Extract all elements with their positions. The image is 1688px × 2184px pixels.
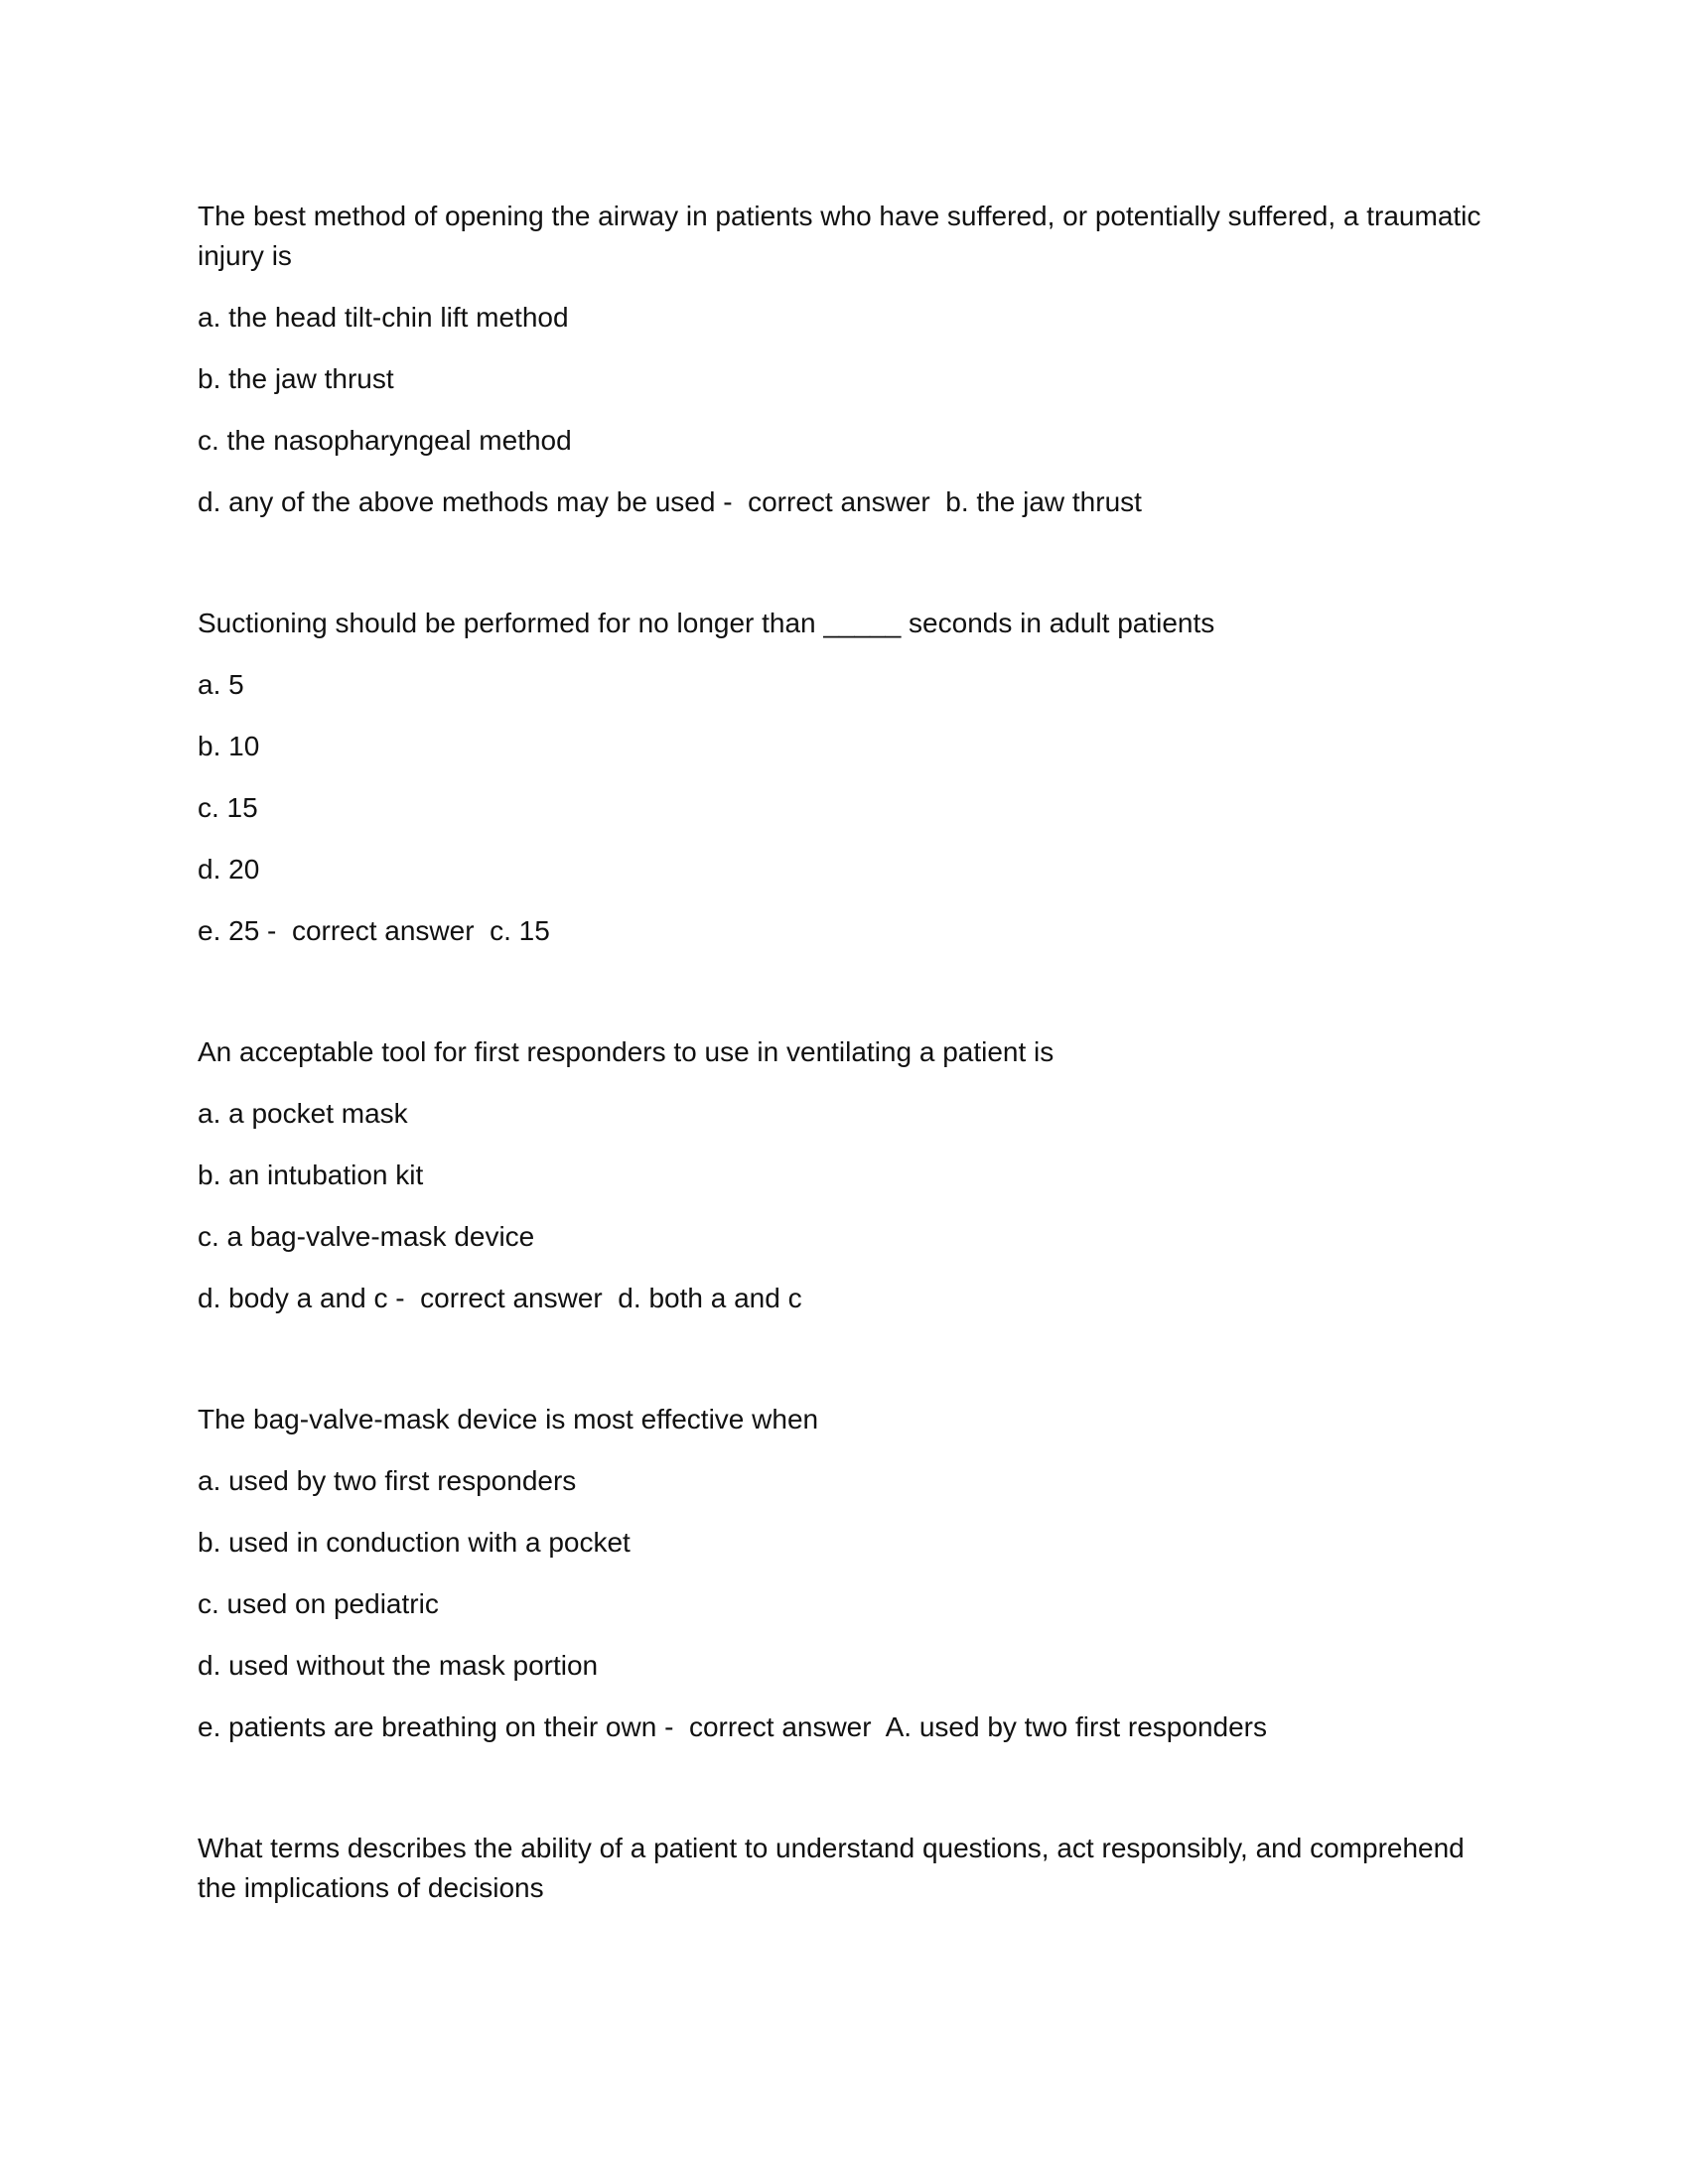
answer-option: c. used on pediatric xyxy=(198,1588,439,1619)
answer-option: a. a pocket mask xyxy=(198,1098,408,1129)
answer-option: b. 10 xyxy=(198,731,260,761)
answer-option: d. used without the mask portion xyxy=(198,1650,599,1681)
answer-option: c. a bag-valve-mask device xyxy=(198,1221,535,1252)
answer-option: b. an intubation kit xyxy=(198,1160,424,1190)
answer-option: a. used by two first responders xyxy=(198,1465,577,1496)
document-content xyxy=(198,197,1488,1908)
answer-option: b. used in conduction with a pocket xyxy=(198,1527,631,1558)
question-text: Suctioning should be performed for no longer than _____ seconds in adult patients xyxy=(198,608,1215,638)
question-text: The best method of opening the airway in patients who have suffered, or potentially suffered, a traumatic injury is xyxy=(198,201,1481,271)
question-text: An acceptable tool for first responders to use in ventilating a patient is xyxy=(198,1036,1055,1067)
answer-option: b. the jaw thrust xyxy=(198,363,394,394)
answer-option: c. the nasopharyngeal method xyxy=(198,425,572,456)
answer-option: a. 5 xyxy=(198,669,244,700)
answer-option-with-correct-answer: d. any of the above methods may be used - correct answer b. the jaw thrust xyxy=(198,486,1142,517)
question-4 xyxy=(198,1400,1488,1747)
answer-option: a. the head tilt-chin lift method xyxy=(198,302,569,333)
answer-option-with-correct-answer: e. patients are breathing on their own - correct answer A. used by two first responders xyxy=(198,1711,1267,1742)
answer-option-with-correct-answer: d. body a and c - correct answer d. both a and c xyxy=(198,1283,802,1313)
question-text: What terms describes the ability of a patient to understand questions, act responsibly, and comprehend the implications of decisions xyxy=(198,1833,1465,1903)
question-text: The bag-valve-mask device is most effective when xyxy=(198,1404,819,1434)
answer-option: d. 20 xyxy=(198,854,260,885)
answer-option-with-correct-answer: e. 25 - correct answer c. 15 xyxy=(198,915,550,946)
answer-option: c. 15 xyxy=(198,792,258,823)
question-2 xyxy=(198,604,1488,951)
question-5 xyxy=(198,1829,1488,1908)
question-1 xyxy=(198,197,1488,522)
question-3 xyxy=(198,1032,1488,1318)
